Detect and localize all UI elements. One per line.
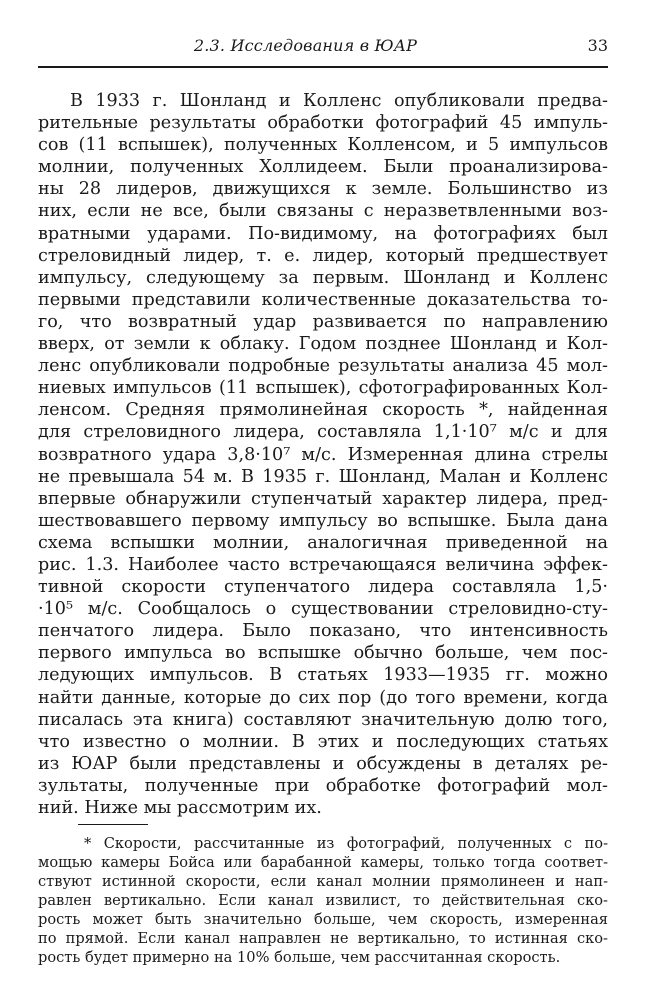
text-line: не превышала 54 м. В 1935 г. Шонланд, Малан и Колленс: [38, 466, 608, 487]
header-rule: [38, 66, 608, 68]
text-line: вратными ударами. По-видимому, на фотографиях был: [38, 223, 608, 244]
footnote-line: рость будет примерно на 10% больше, чем рассчитанная скорость.: [38, 949, 561, 966]
text-line: впервые обнаружили ступенчатый характер лидера, пред-: [38, 488, 608, 509]
footnote-line: равлен вертикально. Если канал извилист, то действительная ско-: [38, 892, 608, 909]
text-line: первыми представили количественные доказательства то-: [38, 289, 608, 310]
text-line: шествовавшего первому импульсу во вспышке. Была дана: [38, 510, 608, 531]
text-line: го, что возвратный удар развивается по направлению: [38, 311, 608, 332]
text-line: что известно о молнии. В этих и последующих статьях: [38, 731, 608, 752]
text-line: импульсу, следующему за первым. Шонланд и Колленс: [38, 267, 608, 288]
text-line: рительные результаты обработки фотографий 45 импуль-: [38, 113, 608, 134]
footnote-line: ствуют истинной скорости, если канал молнии прямолинеен и нап-: [38, 873, 608, 890]
text-line: схема вспышки молнии, аналогичная приведенной на: [38, 532, 608, 553]
text-line: писалась эта книга) составляют значительную долю того,: [38, 709, 608, 730]
footnote-line: по прямой. Если канал направлен не вертикально, то истинная ско-: [38, 930, 608, 947]
page-number: 33: [587, 36, 608, 55]
text-line: найти данные, которые до сих пор (до того времени, когда: [38, 687, 608, 708]
text-line: сов (11 вспышек), полученных Колленсом, и 5 импульсов: [38, 135, 608, 156]
text-line: тивной скорости ступенчатого лидера составляла 1,5·: [38, 577, 608, 598]
footnote-line: мощью камеры Бойса или барабанной камеры, только тогда соответ-: [38, 854, 608, 871]
main-paragraph: [38, 90, 608, 819]
text-line: ленс опубликовали подробные результаты анализа 45 мол-: [38, 356, 608, 377]
text-line: зультаты, полученные при обработке фотографий мол-: [38, 775, 608, 796]
text-line: возвратного удара 3,8·10⁷ м/с. Измеренная длина стрелы: [38, 444, 608, 465]
text-line: стреловидный лидер, т. е. лидер, который предшествует: [38, 245, 608, 266]
text-line: из ЮАР были представлены и обсуждены в деталях ре-: [38, 753, 608, 774]
text-line: них, если не все, были связаны с неразветвленными воз-: [38, 201, 608, 222]
text-line: ний. Ниже мы рассмотрим их.: [38, 798, 322, 818]
footnote-rule: [78, 824, 148, 825]
text-line: ны 28 лидеров, движущихся к земле. Большинство из: [38, 179, 608, 200]
running-header: [38, 36, 608, 62]
text-line: рис. 1.3. Наиболее часто встречающаяся величина эффек-: [38, 554, 608, 575]
text-line: первого импульса во вспышке обычно больше, чем пос-: [38, 643, 608, 664]
text-line: ледующих импульсов. В статьях 1933—1935 гг. можно: [38, 665, 608, 686]
text-line: ниевых импульсов (11 вспышек), сфотографированных Кол-: [38, 378, 608, 399]
text-line: пенчатого лидера. Было показано, что интенсивность: [38, 621, 608, 642]
text-line: ·10⁵ м/с. Сообщалось о существовании стреловидно-сту-: [38, 599, 608, 620]
running-title: 2.3. Исследования в ЮАР: [193, 36, 418, 55]
text-line: В 1933 г. Шонланд и Колленс опубликовали предва-: [70, 91, 608, 111]
text-line: молнии, полученных Холлидеем. Были проанализирова-: [38, 157, 608, 178]
text-line: ленсом. Средняя прямолинейная скорость *, найденная: [38, 400, 608, 421]
text-line: вверх, от земли к облаку. Годом позднее Шонланд и Кол-: [38, 334, 608, 355]
footnote-line: рость может быть значительно больше, чем скорость, измеренная: [38, 911, 608, 928]
footnote: [38, 834, 608, 967]
footnote-line: * Скорости, рассчитанные из фотографий, полученных с по-: [84, 835, 608, 852]
text-line: для стреловидного лидера, составляла 1,1·10⁷ м/с и для: [38, 422, 608, 443]
